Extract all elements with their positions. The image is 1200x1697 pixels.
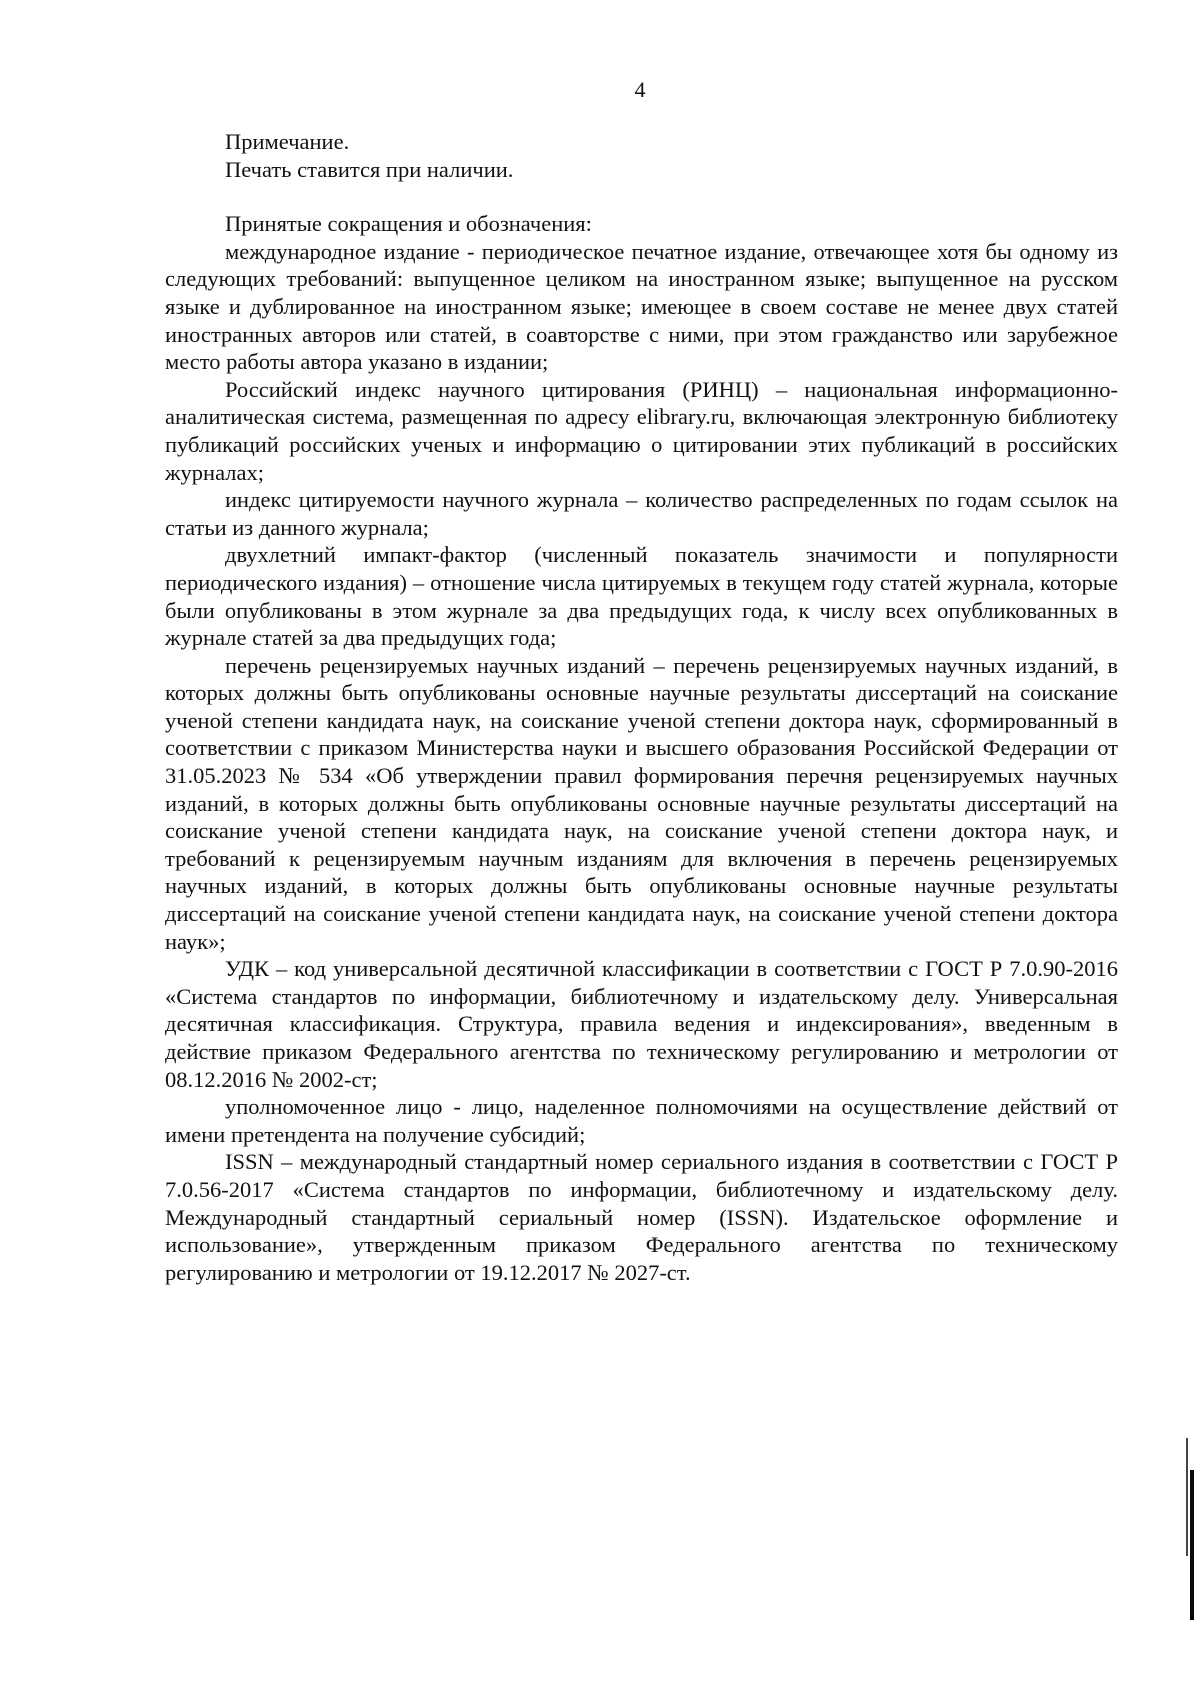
scan-edge-mark <box>1186 1438 1188 1556</box>
definition-issn: ISSN – международный стандартный номер сериального издания в соответствии с ГОСТ Р 7.0.56-2017 «Система стандартов по информации, библиотечному и издательскому делу. Международный стандартный сериальный номер (ISSN). Издательское оформление и использование», утвержденным приказом Федерального агентства по техническому регулированию и метрологии от 19.12.2017 № 2027-ст. <box>165 1149 1118 1285</box>
document-body <box>165 128 1118 1286</box>
definition-peer-reviewed-list: перечень рецензируемых научных изданий – перечень рецензируемых научных изданий, в которых должны быть опубликованы основные научные результаты диссертаций на соискание ученой степени кандидата наук, на соискание ученой степени доктора наук, сформированный в соответствии с приказом Министерства науки и высшего образования Российской Федерации от 31.05.2023 № 534 «Об утверждении правил формирования перечня рецензируемых научных изданий, в которых должны быть опубликованы основные научные результаты диссертаций на соискание ученой степени кандидата наук, на соискание ученой степени доктора наук, и требований к рецензируемым научным изданиям для включения в перечень рецензируемых научных изданий, в которых должны быть опубликованы основные научные результаты диссертаций на соискание ученой степени кандидата наук, на соискание ученой степени доктора наук»; <box>165 652 1118 954</box>
note-text: Печать ставится при наличии. <box>225 156 514 182</box>
definition-rinc: Российский индекс научного цитирования (РИНЦ) – национальная информационно-аналитическая система, размещенная по адресу elibrary.ru, включающая электронную библиотеку публикаций российских ученых и информацию о цитировании этих публикаций в российских журналах; <box>165 376 1118 485</box>
definition-impact-factor: двухлетний импакт-фактор (численный показатель значимости и популярности периодического издания) – отношение числа цитируемых в текущем году статей журнала, которые были опубликованы в этом журнале за два предыдущих года, к числу всех опубликованных в журнале статей за два предыдущих года; <box>165 542 1118 651</box>
spacer <box>165 183 1118 210</box>
definition-international-edition: международное издание - периодическое печатное издание, отвечающее хотя бы одному из следующих требований: выпущенное целиком на иностранном языке; выпущенное на русском языке и дублированное на иностранном языке; имеющее в своем составе не менее двух статей иностранных авторов или статей, в соавторстве с ними, при этом гражданство или зарубежное место работы автора указано в издании; <box>165 238 1118 375</box>
scan-edge-bar <box>1190 1470 1194 1620</box>
definition-udc: УДК – код универсальной десятичной классификации в соответствии с ГОСТ Р 7.0.90-2016 «Система стандартов по информации, библиотечному и издательскому делу. Универсальная десятичная классификация. Структура, правила ведения и индексирования», введенным в действие приказом Федерального агентства по техническому регулированию и метрологии от 08.12.2016 № 2002-ст; <box>165 956 1118 1092</box>
definition-authorized-person: уполномоченное лицо - лицо, наделенное полномочиями на осуществление действий от имени претендента на получение субсидий; <box>165 1094 1118 1147</box>
page-number: 4 <box>634 77 646 102</box>
abbreviations-heading: Принятые сокращения и обозначения: <box>225 211 592 237</box>
definition-citation-index: индекс цитируемости научного журнала – количество распределенных по годам ссылок на статьи из данного журнала; <box>165 487 1118 540</box>
note-heading: Примечание. <box>225 129 350 154</box>
